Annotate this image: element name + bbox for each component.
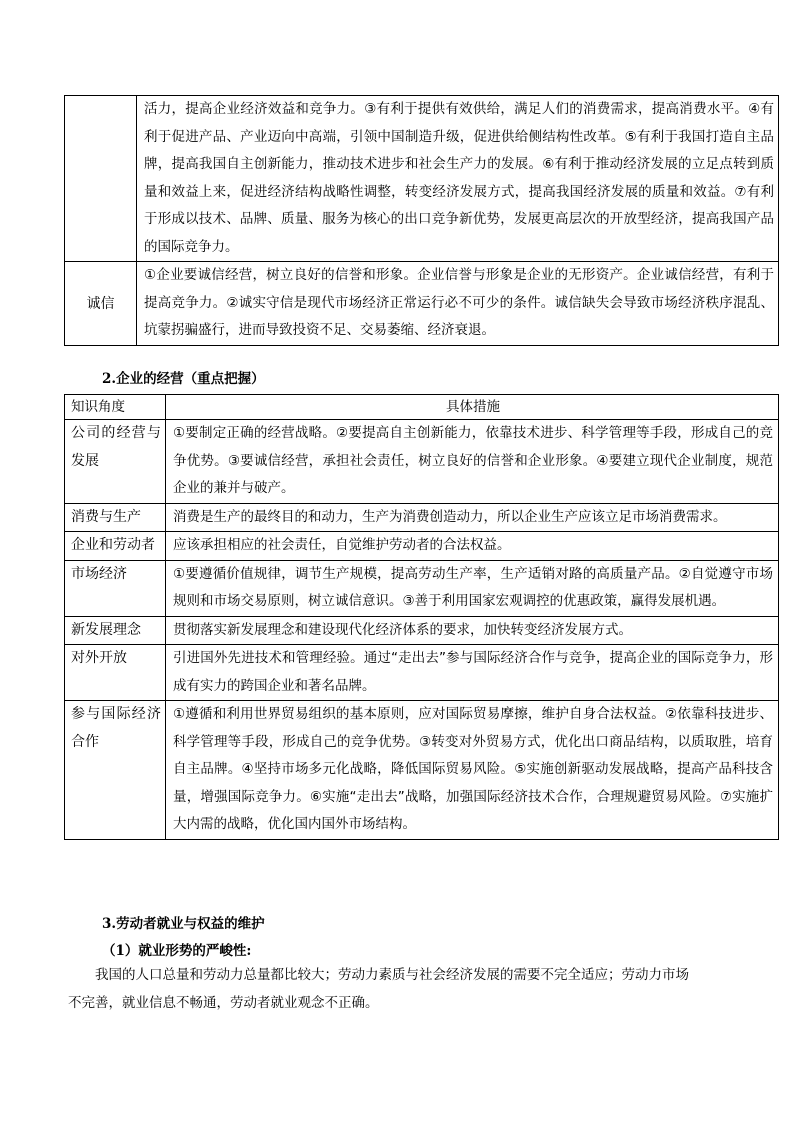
header-measures: 具体措施 (166, 395, 779, 420)
table-row (65, 503, 779, 532)
row-label: 诚信 (65, 262, 137, 346)
row-content: ①要制定正确的经营战略。②要提高自主创新能力，依靠技术进步、科学管理等手段，形成自己的竞争优势。③要诚信经营，承担社会责任，树立良好的信誉和企业形象。④要建立现代企业制度，规范企业的兼并与破产。 (166, 420, 779, 504)
table-row (65, 701, 779, 840)
table-row (65, 96, 779, 262)
table-row (65, 262, 779, 346)
row-content: ①企业要诚信经营，树立良好的信誉和形象。企业信誉与形象是企业的无形资产。企业诚信经营，有利于提高竞争力。②诚实守信是现代市场经济正常运行必不可少的条件。诚信缺失会导致市场经济秩序混乱、坑蒙拐骗盛行，进而导致投资不足、交易萎缩、经济衰退。 (137, 262, 779, 346)
table-row (65, 560, 779, 616)
paragraph-line-1: 我国的人口总量和劳动力总量都比较大；劳动力素质与社会经济发展的需要不完全适应；劳动力市场 (95, 967, 689, 983)
row-label: 企业和劳动者 (65, 532, 166, 561)
table-row (65, 645, 779, 701)
table-business-benefits (64, 95, 779, 346)
row-label (65, 96, 137, 262)
row-label: 参与国际经济合作 (65, 701, 166, 840)
row-label: 新发展理念 (65, 616, 166, 645)
section-3-subheading: （1）就业形势的严峻性: (102, 943, 252, 959)
row-content: 消费是生产的最终目的和动力，生产为消费创造动力，所以企业生产应该立足市场消费需求。 (166, 503, 779, 532)
row-content: 应该承担相应的社会责任，自觉维护劳动者的合法权益。 (166, 532, 779, 561)
table-business-operation (64, 394, 779, 840)
table-row (65, 532, 779, 561)
header-knowledge-angle: 知识角度 (65, 395, 166, 420)
row-label: 市场经济 (65, 560, 166, 616)
table-header-row (65, 395, 779, 420)
section-2-heading: 2.企业的经营（重点把握） (102, 371, 265, 387)
row-content: 引进国外先进技术和管理经验。通过“走出去”参与国际经济合作与竞争，提高企业的国际竞争力，形成有实力的跨国企业和著名品牌。 (166, 645, 779, 701)
row-content: 活力，提高企业经济效益和竞争力。③有利于提供有效供给，满足人们的消费需求，提高消费水平。④有利于促进产品、产业迈向中高端，引领中国制造升级，促进供给侧结构性改革。⑤有利于我国打造自主品牌，提高我国自主创新能力，推动技术进步和社会生产力的发展。⑥有利于推动经济发展的立足点转到质量和效益上来，促进经济结构战略性调整，转变经济发展方式，提高我国经济发展的质量和效益。⑦有利于形成以技术、品牌、质量、服务为核心的出口竞争新优势，发展更高层次的开放型经济，提高我国产品的国际竞争力。 (137, 96, 779, 262)
row-label: 对外开放 (65, 645, 166, 701)
table-row (65, 616, 779, 645)
paragraph-line-2: 不完善，就业信息不畅通，劳动者就业观念不正确。 (68, 995, 379, 1011)
section-3-heading: 3.劳动者就业与权益的维护 (102, 916, 265, 932)
row-content: 贯彻落实新发展理念和建设现代化经济体系的要求，加快转变经济发展方式。 (166, 616, 779, 645)
row-label: 消费与生产 (65, 503, 166, 532)
row-label: 公司的经营与发展 (65, 420, 166, 504)
row-content: ①遵循和利用世界贸易组织的基本原则，应对国际贸易摩擦，维护自身合法权益。②依靠科技进步、科学管理等手段，形成自己的竞争优势。③转变对外贸易方式，优化出口商品结构，以质取胜，培育自主品牌。④坚持市场多元化战略，降低国际贸易风险。⑤实施创新驱动发展战略，提高产品科技含量，增强国际竞争力。⑥实施“走出去”战略，加强国际经济技术合作，合理规避贸易风险。⑦实施扩大内需的战略，优化国内国外市场结构。 (166, 701, 779, 840)
table-row (65, 420, 779, 504)
row-content: ①要遵循价值规律，调节生产规模，提高劳动生产率，生产适销对路的高质量产品。②自觉遵守市场规则和市场交易原则，树立诚信意识。③善于利用国家宏观调控的优惠政策，赢得发展机遇。 (166, 560, 779, 616)
